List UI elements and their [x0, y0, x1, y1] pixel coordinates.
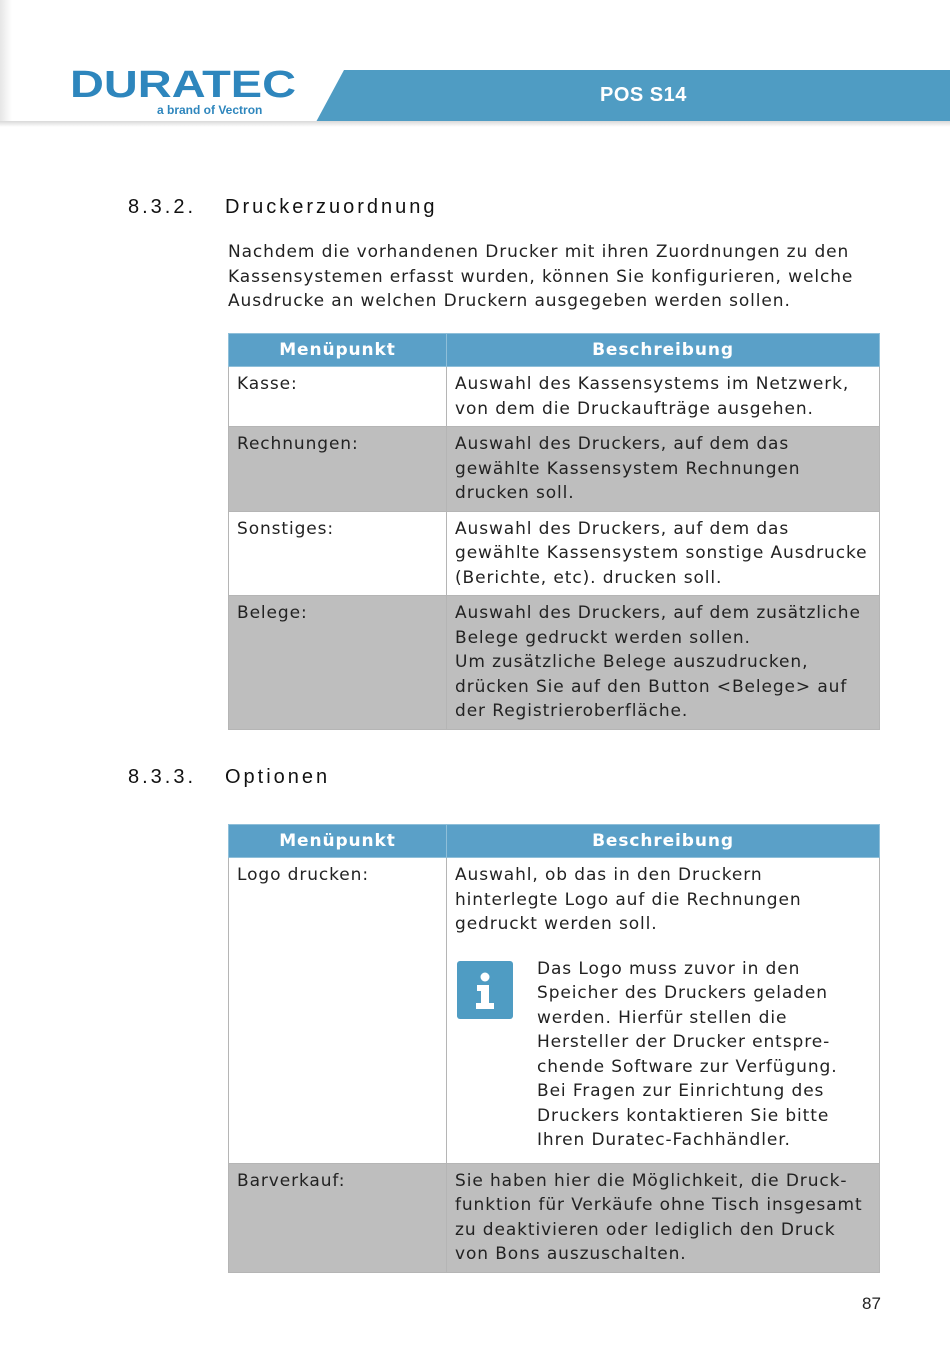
product-name: POS S14	[600, 84, 687, 106]
intro-paragraph: Nachdem die vorhandenen Drucker mit ihren Zuordnungen zu den Kassensystemen erfasst wurden, können Sie konfigurieren, welche Ausdrucke an welchen Druckern ausgegeben werden sollen.	[228, 242, 854, 311]
logo-tagline: a brand of Vectron	[157, 103, 263, 117]
section-heading-optionen	[128, 766, 330, 789]
duratec-logo	[70, 66, 300, 102]
section-number: 8.3.2.	[128, 196, 197, 218]
column-header-menu-item: Menüpunkt	[229, 825, 447, 858]
table-row	[229, 1163, 880, 1272]
info-icon	[457, 961, 513, 1019]
table-row	[229, 427, 880, 512]
page-header	[0, 0, 950, 124]
page-number: 87	[862, 1294, 881, 1313]
table-row	[229, 511, 880, 596]
menu-item-cell: Sonstiges:	[229, 511, 447, 596]
menu-item-cell: Barverkauf:	[229, 1163, 447, 1272]
section-heading-druckerzuordnung	[128, 196, 438, 219]
menu-item-cell: Kasse:	[229, 367, 447, 427]
description-cell	[447, 858, 880, 1164]
table-row	[229, 858, 880, 1164]
info-note-text: Das Logo muss zuvor in den Speicher des Druckers geladen werden. Hierfür stellen die Hersteller der Drucker entspre-chende Software zur Verfügung. Bei Fragen zur Einrichtung des Druckers kontaktieren Sie bitte Ihren Duratec-Fachhändler.	[537, 958, 838, 1150]
menu-item-cell: Logo drucken:	[229, 858, 447, 1164]
header-divider	[0, 121, 950, 127]
menu-item-cell: Rechnungen:	[229, 427, 447, 512]
column-header-description: Beschreibung	[447, 825, 880, 858]
section-title: Optionen	[225, 766, 331, 788]
header-shadow	[0, 0, 12, 124]
description-text-extra: Um zusätzliche Belege auszudrucken, drücken Sie auf den Button <Belege> auf der Registrieroberfläche.	[455, 652, 848, 721]
info-note	[455, 957, 871, 1153]
description-text: Auswahl, ob das in den Druckern hinterlegte Logo auf die Rechnungen gedruckt werden soll.	[455, 865, 802, 934]
description-cell: Sie haben hier die Möglichkeit, die Druck-funktion für Verkäufe ohne Tisch insgesamt zu deaktivieren oder lediglich den Druck von Bons auszuschalten.	[447, 1163, 880, 1272]
description-text: Auswahl des Druckers, auf dem zusätzliche Belege gedruckt werden sollen.	[455, 603, 861, 648]
column-header-description: Beschreibung	[447, 334, 880, 367]
description-cell: Auswahl des Kassensystems im Netzwerk, von dem die Druckaufträge ausgehen.	[447, 367, 880, 427]
printer-assignment-table	[228, 333, 880, 730]
column-header-menu-item: Menüpunkt	[229, 334, 447, 367]
options-table	[228, 824, 880, 1273]
description-cell: Auswahl des Druckers, auf dem das gewählte Kassensystem Rechnungen drucken soll.	[447, 427, 880, 512]
logo-text: DURATEC	[70, 66, 296, 102]
table-header-row	[229, 334, 880, 367]
table-row	[229, 596, 880, 730]
section-number: 8.3.3.	[128, 766, 197, 788]
description-cell: Auswahl des Druckers, auf dem das gewählte Kassensystem sonstige Ausdrucke (Berichte, etc). drucken soll.	[447, 511, 880, 596]
table-header-row	[229, 825, 880, 858]
description-cell	[447, 596, 880, 730]
menu-item-cell: Belege:	[229, 596, 447, 730]
section-title: Druckerzuordnung	[225, 196, 438, 218]
table-row	[229, 367, 880, 427]
